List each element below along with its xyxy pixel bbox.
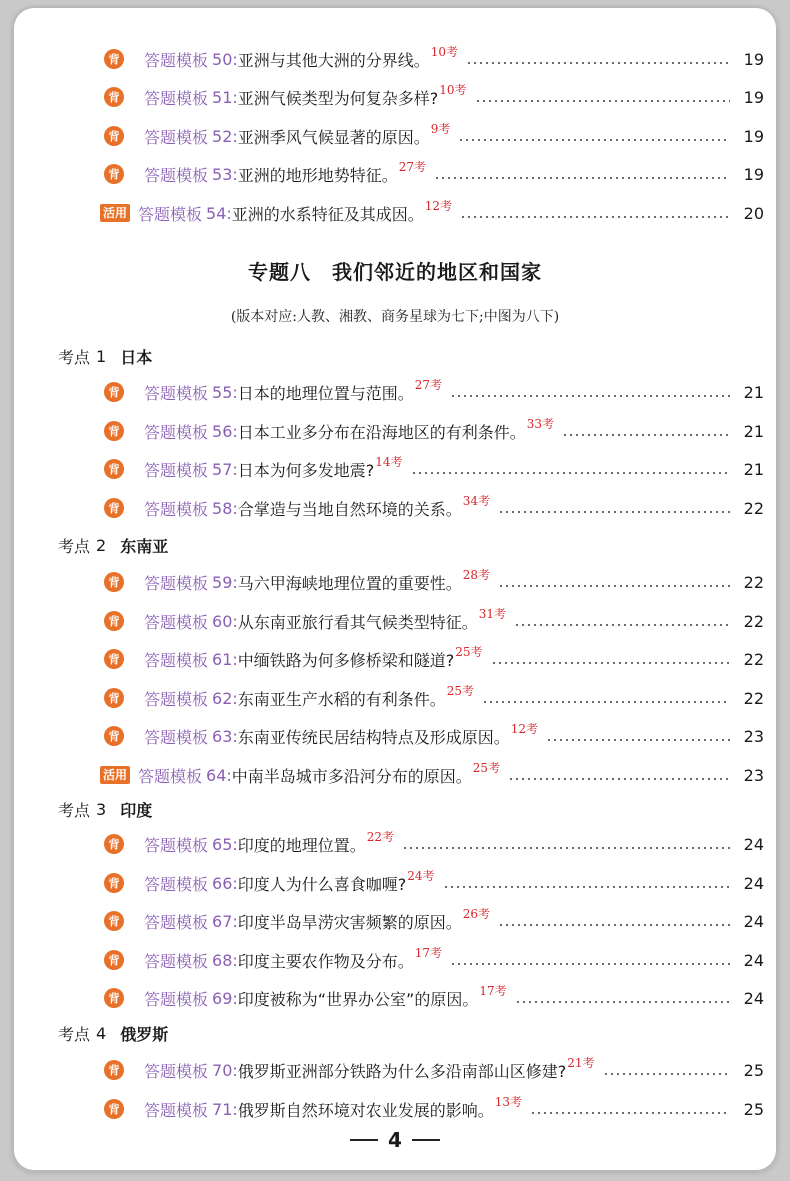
dot-leader [411, 472, 730, 474]
topic-name: 东南亚 [120, 536, 169, 556]
template-number: 69 [212, 988, 233, 1008]
exam-count: 25考 [446, 683, 475, 698]
topic-number: 2 [96, 535, 107, 555]
toc-entry[interactable] [12, 377, 778, 407]
template-colon: : [232, 382, 238, 402]
template-colon: : [232, 873, 238, 893]
entry-page-number: 25 [743, 1099, 764, 1119]
template-number: 51 [212, 87, 233, 107]
entry-title: 亚洲的水系特征及其成因。 [231, 204, 424, 224]
exam-count: 10考 [439, 82, 467, 97]
template-label: 答题模板 [144, 689, 209, 709]
template-number: 59 [212, 572, 233, 592]
entry-title: 亚洲与其他大洲的分界线。 [237, 50, 430, 70]
exam-count: 25考 [455, 644, 483, 659]
topic-name: 日本 [120, 347, 153, 367]
template-number: 55 [212, 382, 233, 402]
dot-leader [530, 1112, 730, 1114]
entry-title: 日本工业多分布在沿海地区的有利条件。 [237, 422, 526, 442]
entry-title: 俄罗斯自然环境对农业发展的影响。 [237, 1100, 494, 1120]
template-number: 53 [212, 164, 233, 184]
entry-title: 亚洲季风气候显著的原因。 [237, 127, 430, 147]
template-label: 答题模板 [144, 989, 209, 1009]
exam-count: 21考 [567, 1055, 595, 1070]
entry-title: 印度的地理位置。 [237, 835, 366, 855]
entry-page-number: 22 [743, 688, 764, 708]
bei-badge-icon: 背 [104, 1099, 124, 1119]
bei-badge-icon: 背 [104, 834, 124, 854]
bei-badge-icon: 背 [104, 498, 124, 518]
template-label: 答题模板 [144, 127, 209, 147]
entry-page-number: 19 [743, 126, 764, 146]
template-number: 64 [206, 765, 227, 785]
footer-dash-right [412, 1139, 440, 1141]
template-number: 60 [212, 611, 233, 631]
entry-title: 合掌造与当地自然环境的关系。 [237, 499, 462, 519]
bei-badge-icon: 背 [104, 1060, 124, 1080]
entry-title: 东南亚传统民居结构特点及形成原因。 [237, 727, 510, 747]
template-label: 答题模板 [144, 1100, 209, 1120]
template-colon: : [232, 49, 238, 69]
entry-page-number: 22 [743, 498, 764, 518]
toc-entry[interactable] [12, 567, 778, 597]
dot-leader [460, 216, 730, 218]
template-label: 答题模板 [144, 88, 209, 108]
template-colon: : [226, 765, 232, 785]
entry-title: 印度主要农作物及分布。 [237, 951, 414, 971]
dot-leader [450, 963, 730, 965]
toc-entry[interactable] [12, 868, 778, 898]
page-number: 4 [388, 1128, 402, 1152]
template-colon: : [226, 203, 232, 223]
exam-count: 22考 [366, 829, 395, 844]
bei-badge-icon: 背 [104, 950, 124, 970]
dot-leader [443, 886, 730, 888]
toc-entry[interactable] [12, 159, 778, 189]
exam-count: 27考 [398, 159, 427, 174]
entry-page-number: 19 [743, 87, 764, 107]
topic-heading [58, 532, 168, 558]
template-number: 54 [206, 203, 227, 223]
template-label: 答题模板 [144, 422, 209, 442]
toc-entry[interactable] [12, 454, 778, 484]
entry-page-number: 24 [743, 911, 764, 931]
dot-leader [402, 847, 730, 849]
template-label: 答题模板 [138, 204, 203, 224]
entry-page-number: 25 [743, 1060, 764, 1080]
entry-title: 亚洲的地形地势特征。 [237, 165, 398, 185]
template-number: 65 [212, 834, 233, 854]
entry-page-number: 22 [743, 572, 764, 592]
footer-dash-left [350, 1139, 378, 1141]
template-number: 52 [212, 126, 233, 146]
entry-page-number: 19 [743, 164, 764, 184]
bei-badge-icon: 背 [104, 126, 124, 146]
exam-count: 12考 [424, 198, 453, 213]
dot-leader [434, 177, 730, 179]
bei-badge-icon: 背 [104, 572, 124, 592]
entry-page-number: 23 [743, 726, 764, 746]
toc-entry[interactable] [12, 416, 778, 446]
toc-entry[interactable] [12, 721, 778, 751]
entry-page-number: 23 [743, 765, 764, 785]
entry-title: 马六甲海峡地理位置的重要性。 [237, 573, 462, 593]
template-colon: : [232, 611, 238, 631]
template-colon: : [232, 87, 238, 107]
huoyong-badge-icon: 活用 [100, 766, 130, 784]
exam-count: 33考 [526, 416, 555, 431]
template-colon: : [232, 126, 238, 146]
exam-count: 27考 [414, 377, 443, 392]
topic-name: 俄罗斯 [120, 1024, 169, 1044]
entry-page-number: 21 [743, 459, 764, 479]
entry-title: 日本的地理位置与范围。 [237, 383, 414, 403]
template-colon: : [232, 572, 238, 592]
topic-label: 考点 [58, 347, 91, 367]
template-number: 50 [212, 49, 233, 69]
dot-leader [491, 662, 730, 664]
template-label: 答题模板 [144, 383, 209, 403]
topic-heading [58, 796, 152, 822]
toc-entry[interactable] [12, 1094, 778, 1124]
page-footer [12, 1128, 778, 1152]
topic-label: 考点 [58, 1024, 91, 1044]
template-label: 答题模板 [144, 835, 209, 855]
template-number: 56 [212, 421, 233, 441]
template-label: 答题模板 [144, 951, 209, 971]
template-number: 61 [212, 649, 233, 669]
template-colon: : [232, 726, 238, 746]
bei-badge-icon: 背 [104, 164, 124, 184]
template-colon: : [232, 988, 238, 1008]
exam-count: 9考 [430, 121, 451, 136]
exam-count: 24考 [407, 868, 435, 883]
topic-name: 印度 [120, 800, 153, 820]
template-number: 66 [212, 873, 233, 893]
exam-count: 10考 [430, 44, 459, 59]
document-page [12, 6, 778, 1172]
template-label: 答题模板 [144, 499, 209, 519]
template-label: 答题模板 [144, 650, 209, 670]
template-number: 62 [212, 688, 233, 708]
toc-entry[interactable] [12, 644, 778, 674]
toc-entry[interactable] [12, 760, 778, 790]
template-colon: : [232, 688, 238, 708]
template-number: 68 [212, 950, 233, 970]
entry-page-number: 24 [743, 834, 764, 854]
bei-badge-icon: 背 [104, 611, 124, 631]
bei-badge-icon: 背 [104, 649, 124, 669]
dot-leader [482, 701, 730, 703]
template-number: 67 [212, 911, 233, 931]
toc-entry[interactable] [12, 683, 778, 713]
dot-leader [450, 395, 730, 397]
template-colon: : [232, 1099, 238, 1119]
bei-badge-icon: 背 [104, 87, 124, 107]
exam-count: 25考 [472, 760, 501, 775]
entry-title: 中南半岛城市多沿河分布的原因。 [231, 766, 472, 786]
topic-label: 考点 [58, 536, 91, 556]
template-colon: : [232, 459, 238, 479]
template-colon: : [232, 950, 238, 970]
exam-count: 17考 [479, 983, 507, 998]
exam-count: 34考 [462, 493, 491, 508]
dot-leader [498, 511, 730, 513]
huoyong-badge-icon: 活用 [100, 204, 130, 222]
template-colon: : [232, 498, 238, 518]
entry-title: 从东南亚旅行看其气候类型特征。 [237, 612, 478, 632]
toc-entry[interactable] [12, 121, 778, 151]
template-colon: : [232, 1060, 238, 1080]
exam-count: 14考 [375, 454, 403, 469]
bei-badge-icon: 背 [104, 726, 124, 746]
exam-count: 26考 [462, 906, 491, 921]
entry-title: 印度人为什么喜食咖喱? [237, 874, 407, 894]
entry-page-number: 22 [743, 649, 764, 669]
template-colon: : [232, 649, 238, 669]
template-number: 57 [212, 459, 233, 479]
entry-page-number: 21 [743, 421, 764, 441]
bei-badge-icon: 背 [104, 988, 124, 1008]
toc-entry[interactable] [12, 945, 778, 975]
entry-title: 东南亚生产水稻的有利条件。 [237, 689, 446, 709]
template-label: 答题模板 [144, 612, 209, 632]
template-label: 答题模板 [144, 727, 209, 747]
section-version-note: (版本对应:人教、湘教、商务星球为七下;中图为八下) [230, 309, 560, 325]
toc-entry[interactable] [12, 198, 778, 228]
template-label: 答题模板 [144, 460, 209, 480]
template-number: 58 [212, 498, 233, 518]
toc-entry[interactable] [12, 82, 778, 112]
toc-entry[interactable] [12, 493, 778, 523]
dot-leader [458, 139, 730, 141]
entry-page-number: 22 [743, 611, 764, 631]
template-label: 答题模板 [144, 912, 209, 932]
dot-leader [466, 62, 730, 64]
entry-page-number: 20 [743, 203, 764, 223]
exam-count: 17考 [414, 945, 443, 960]
bei-badge-icon: 背 [104, 459, 124, 479]
dot-leader [562, 434, 730, 436]
exam-count: 13考 [494, 1094, 523, 1109]
topic-heading [58, 343, 152, 369]
toc-entry[interactable] [12, 906, 778, 936]
template-number: 71 [212, 1099, 233, 1119]
topic-number: 3 [96, 799, 107, 819]
exam-count: 12考 [510, 721, 539, 736]
exam-count: 31考 [478, 606, 507, 621]
dot-leader [514, 624, 730, 626]
dot-leader [546, 739, 730, 741]
entry-title: 俄罗斯亚洲部分铁路为什么多沿南部山区修建? [237, 1061, 567, 1081]
template-label: 答题模板 [138, 766, 203, 786]
dot-leader [498, 924, 730, 926]
template-number: 63 [212, 726, 233, 746]
toc-entry[interactable] [12, 1055, 778, 1085]
topic-number: 1 [96, 346, 107, 366]
template-label: 答题模板 [144, 50, 209, 70]
dot-leader [603, 1073, 730, 1075]
template-label: 答题模板 [144, 165, 209, 185]
section-title: 专题八 我们邻近的地区和国家 [248, 260, 542, 284]
dot-leader [515, 1001, 730, 1003]
toc-entry[interactable] [12, 44, 778, 74]
template-label: 答题模板 [144, 573, 209, 593]
entry-page-number: 19 [743, 49, 764, 69]
dot-leader [498, 585, 730, 587]
entry-title: 中缅铁路为何多修桥梁和隧道? [237, 650, 455, 670]
bei-badge-icon: 背 [104, 873, 124, 893]
template-colon: : [232, 911, 238, 931]
entry-title: 印度半岛旱涝灾害频繁的原因。 [237, 912, 462, 932]
toc-entry[interactable] [12, 829, 778, 859]
dot-leader [508, 778, 730, 780]
topic-heading [58, 1020, 168, 1046]
template-number: 70 [212, 1060, 233, 1080]
bei-badge-icon: 背 [104, 49, 124, 69]
dot-leader [475, 100, 730, 102]
entry-page-number: 21 [743, 382, 764, 402]
exam-count: 28考 [462, 567, 491, 582]
template-label: 答题模板 [144, 874, 209, 894]
bei-badge-icon: 背 [104, 382, 124, 402]
entry-page-number: 24 [743, 950, 764, 970]
bei-badge-icon: 背 [104, 911, 124, 931]
toc-entry[interactable] [12, 606, 778, 636]
bei-badge-icon: 背 [104, 688, 124, 708]
template-colon: : [232, 834, 238, 854]
template-label: 答题模板 [144, 1061, 209, 1081]
bei-badge-icon: 背 [104, 421, 124, 441]
entry-title: 亚洲气候类型为何复杂多样? [237, 88, 439, 108]
template-colon: : [232, 421, 238, 441]
entry-title: 印度被称为“世界办公室”的原因。 [237, 989, 479, 1009]
template-colon: : [232, 164, 238, 184]
toc-entry[interactable] [12, 983, 778, 1013]
entry-title: 日本为何多发地震? [237, 460, 375, 480]
entry-page-number: 24 [743, 988, 764, 1008]
topic-label: 考点 [58, 800, 91, 820]
entry-page-number: 24 [743, 873, 764, 893]
topic-number: 4 [96, 1023, 107, 1043]
